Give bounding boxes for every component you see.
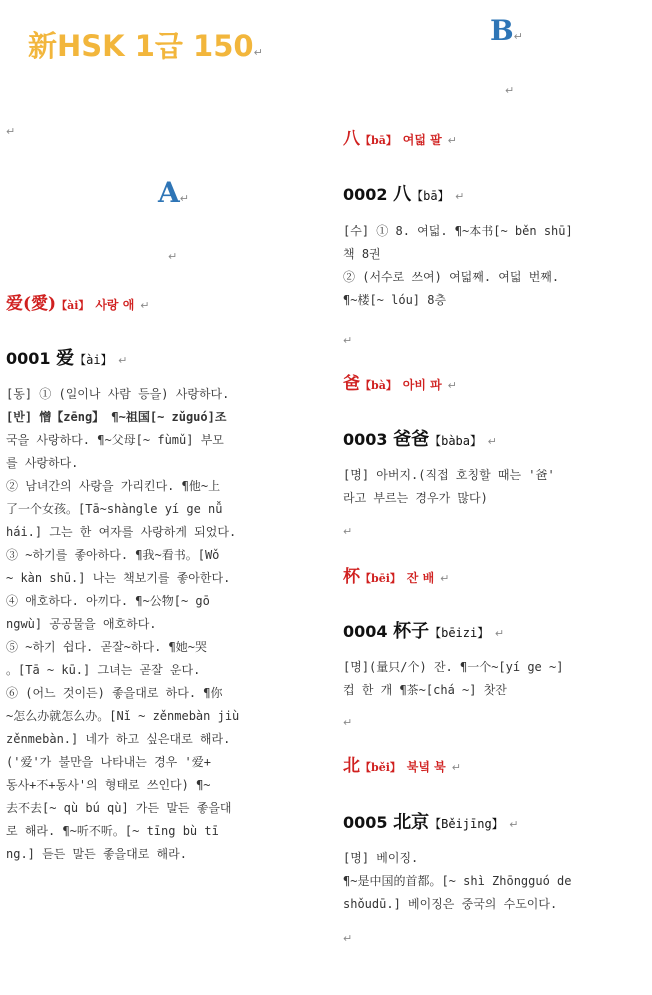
definition-line: [동] ① (일이나 사람 등을) 사랑하다. [6, 387, 230, 401]
definition-line: [수] ① 8. 여덟. ¶~本书[~ běn shū] [343, 224, 573, 238]
character-heading: 八【bā】 여덟 팔 ↵ [343, 129, 457, 149]
definition-text [343, 220, 649, 312]
definition-line: shǒudū.] 베이징은 중국의 수도이다. [343, 897, 558, 911]
paragraph-mark: ↵ [343, 525, 353, 538]
definition-line: ¶~是中国的首都。[~ shì Zhōngguó de [343, 874, 572, 888]
paragraph-mark: ↵ [253, 46, 263, 59]
paragraph-mark: ↵ [343, 716, 353, 729]
character-heading: 爱(愛)【ài】 사랑 애 ↵ [6, 294, 150, 314]
definition-line: 컵 한 개 ¶茶~[chá ~] 찻잔 [343, 683, 507, 697]
definition-text [343, 656, 649, 702]
definition-line: zěnmebàn.] 네가 하고 싶은대로 해라. [6, 732, 231, 746]
definition-text [6, 383, 318, 866]
definition-line: ~ kàn shū.] 나는 책보기를 좋아한다. [6, 571, 231, 585]
definition-line: ⑥ (어느 것이든) 좋을대로 하다. ¶你 [6, 686, 223, 700]
definition-line: 去不去[~ qù bú qù] 가든 말든 좋을대 [6, 801, 232, 815]
definition-line: 로 해라. ¶~听不听。[~ tīng bù tī [6, 824, 219, 838]
entry-heading: 0003 爸爸【bàba】 ↵ [343, 429, 497, 450]
paragraph-mark: ↵ [6, 125, 16, 138]
definition-line: ~怎么办就怎么办。[Nǐ ~ zěnmebàn jiù [6, 709, 240, 723]
definition-line: ③ ~하기를 좋아하다. ¶我~看书。[Wǒ [6, 548, 220, 562]
definition-line: ('爱'가 불만을 나타내는 경우 '爱+ [6, 755, 211, 769]
definition-line: 를 사랑하다. [6, 456, 79, 470]
paragraph-mark: ↵ [343, 334, 353, 347]
character-heading: 爸【bà】 아비 파 ↵ [343, 374, 457, 394]
section-letter-b: B↵ [490, 14, 523, 47]
definition-line: 。[Tā ~ kū.] 그녀는 곧잘 운다. [6, 663, 201, 677]
entry-heading: 0001 爱【ài】 ↵ [6, 348, 128, 369]
definition-line: 了一个女孩。[Tā~shàngle yí ge nǚ [6, 502, 223, 516]
definition-line: 동사+不+동사'의 형태로 쓰인다) ¶~ [6, 778, 211, 792]
character-heading: 北【běi】 북녘 북 ↵ [343, 756, 461, 776]
definition-line: ④ 애호하다. 아끼다. ¶~公物[~ gō [6, 594, 210, 608]
paragraph-mark: ↵ [168, 250, 178, 263]
definition-text [343, 847, 649, 916]
definition-line: ② 남녀간의 사랑을 가리킨다. ¶他~上 [6, 479, 221, 493]
definition-line: hái.] 그는 한 여자를 사랑하게 되었다. [6, 525, 237, 539]
section-letter-a: A↵ [158, 176, 189, 209]
definition-line: ng.] 듣든 말든 좋을대로 해라. [6, 847, 187, 861]
definition-line: [명](量只/个) 잔. ¶一个~[yí ge ~] [343, 660, 564, 674]
definition-line: ngwù] 공공물을 애호하다. [6, 617, 157, 631]
entry-heading: 0002 八【bā】 ↵ [343, 184, 465, 205]
definition-text [343, 464, 649, 510]
paragraph-mark: ↵ [505, 84, 515, 97]
entry-heading: 0005 北京【Běijīng】 ↵ [343, 812, 519, 833]
definition-line: 책 8권 [343, 247, 381, 261]
definition-line: 라고 부르는 경우가 많다) [343, 491, 488, 505]
definition-line: ⑤ ~하기 쉽다. 곧잘~하다. ¶她~哭 [6, 640, 207, 654]
definition-line: [반] 憎【zēng】 ¶~祖国[~ zǔguó]조 [6, 410, 227, 424]
paragraph-mark: ↵ [343, 932, 353, 945]
character-heading: 杯【bēi】 잔 배 ↵ [343, 567, 450, 587]
entry-heading: 0004 杯子【bēizi】 ↵ [343, 621, 505, 642]
definition-line: [명] 아버지.(직접 호칭할 때는 '爸' [343, 468, 555, 482]
definition-line: 국을 사랑하다. ¶~父母[~ fùmǔ] 부모 [6, 433, 224, 447]
definition-line: [명] 베이징. [343, 851, 419, 865]
definition-line: ② (서수로 쓰여) 여덟째. 여덟 번째. [343, 270, 560, 284]
document-title: 新HSK 1급 150↵ [28, 29, 263, 63]
definition-line: ¶~楼[~ lóu] 8층 [343, 293, 447, 307]
